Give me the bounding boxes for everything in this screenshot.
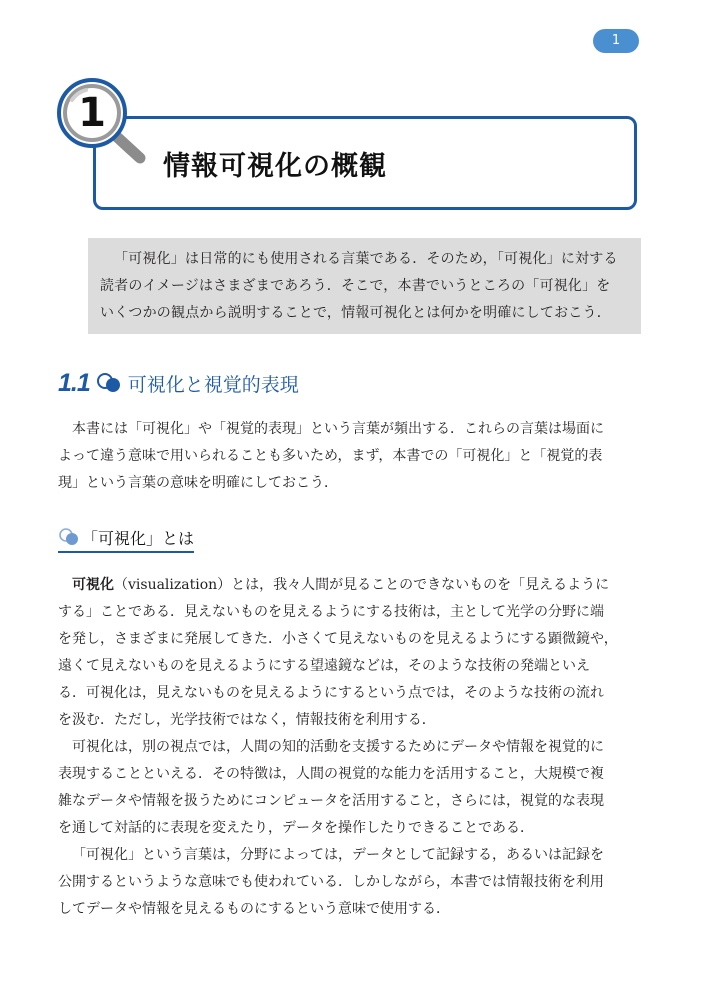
subsection-heading bbox=[58, 522, 194, 552]
section-heading bbox=[58, 366, 299, 400]
body-line-rest: （visualization）とは，我々人間が見ることのできないものを「見えるように bbox=[114, 577, 610, 593]
subsection-underline bbox=[58, 551, 194, 553]
subsection-circles-icon bbox=[58, 528, 80, 546]
summary-line: いくつかの観点から説明することで，情報可視化とは何かを明確にしておこう． bbox=[100, 305, 611, 321]
body-line: 表現することといえる．その特徴は，人間の視覚的な能力を活用すること，大規模で複 bbox=[58, 766, 604, 782]
section-intro bbox=[58, 416, 648, 497]
body-line: 雑なデータや情報を扱うためにコンピュータを活用すること，さらには，視覚的な表現 bbox=[58, 793, 604, 809]
section-title: 可視化と視覚的表現 bbox=[127, 373, 299, 396]
body-line: を通して対話的に表現を変えたり，データを操作したりできることである． bbox=[58, 820, 534, 836]
body-line: 可視化は，別の視点では，人間の知的活動を支援するためにデータや情報を視覚的に bbox=[72, 739, 604, 755]
chapter-summary bbox=[88, 238, 641, 334]
subsection-body bbox=[58, 572, 648, 923]
chapter-title: 情報可視化の概観 bbox=[163, 151, 387, 182]
subsection-title: 「可視化」とは bbox=[82, 528, 195, 548]
body-line: する」ことである．見えないものを見えるようにする技術は，主として光学の分野に端 bbox=[58, 604, 604, 620]
body-line: 「可視化」という言葉は，分野によっては，データとして記録する，あるいは記録を bbox=[72, 847, 604, 863]
body-line bbox=[58, 572, 648, 599]
body-line: してデータや情報を見えるものにするという意味で使用する． bbox=[58, 901, 450, 917]
term-bold: 可視化 bbox=[72, 577, 114, 593]
summary-line: 読者のイメージはさまざまであろう．そこで，本書でいうところの「可視化」を bbox=[100, 278, 611, 294]
section-number: 1.1 bbox=[58, 368, 90, 397]
page-number-badge: 1 bbox=[593, 29, 639, 53]
body-line: 公開するというような意味でも使われている．しかしながら，本書では情報技術を利用 bbox=[58, 874, 604, 890]
section-circles-icon bbox=[96, 372, 122, 394]
body-line: を発し，さまざまに発展してきた．小さくて見えないものを見えるようにする顕微鏡や， bbox=[58, 631, 618, 647]
body-line: る．可視化は，見えないものを見えるようにするという点では，そのような技術の流れ bbox=[58, 685, 604, 701]
body-line: 遠くて見えないものを見えるようにする望遠鏡などは，そのような技術の発端といえ bbox=[58, 658, 590, 674]
chapter-number: 1 bbox=[78, 90, 106, 136]
summary-line: 「可視化」は日常的にも使用される言葉である．そのため，「可視化」に対する bbox=[114, 251, 618, 267]
body-line: 本書には「可視化」や「視覚的表現」という言葉が頻出する．これらの言葉は場面に bbox=[72, 421, 604, 437]
body-line: よって違う意味で用いられることも多いため，まず，本書での「可視化」と「視覚的表 bbox=[58, 448, 603, 464]
body-line: を汲む．ただし，光学技術ではなく，情報技術を利用する． bbox=[58, 712, 436, 728]
body-line: 現」という言葉の意味を明確にしておこう． bbox=[58, 475, 338, 491]
